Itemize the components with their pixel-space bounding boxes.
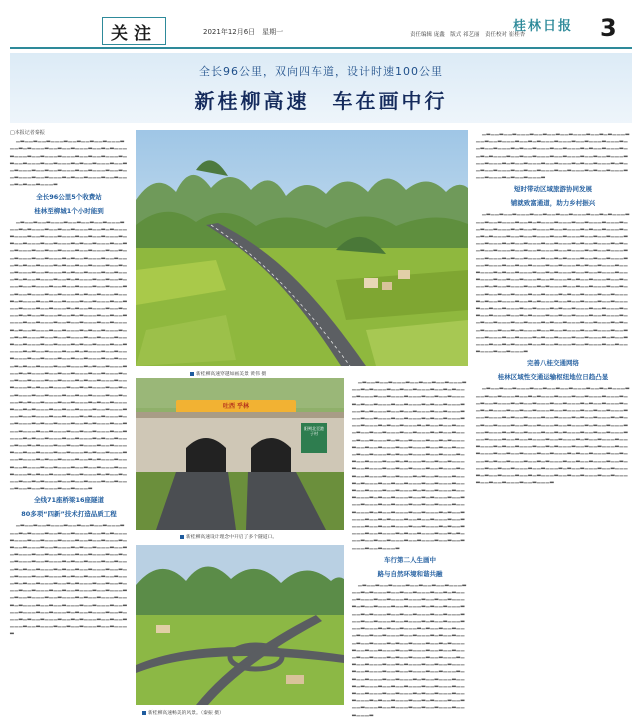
right-section-heading-2: 完善八桂交通网络	[527, 359, 579, 368]
body-text-block: ▁▂▁▁▂▁▁▂▁▁▁▂▁▁▂▁▁▂▁▁▂▁▁▁▂▁▁▂▁▂▁▁▁▂▁▁▂▁▁▂▁▁▁▂▁▁▂▁▂▁▁▁▂▁▁▁▂▁▁▂▁▁▁▂▁▁▁▂▁▁▂▁▁▂▁▁▁▂▁▂▁▁▂▁▁▁▂▁▁▂▁▁▁▂▁▂▁▁▂▁▁▁▂▁▁▂▁▂▁▁▁▂▁▁▂▁▁▂▁▁▁▂▁▁▂▁▁▁▂▁▁▂▁▁▂▁▁▁▂▁▁▂▁▁▁▂▁▂▁▁▂▁▁▁▂▁▁▂▁▁▁▂▁▂▁▁▂▁▁▁▂▁▂▁▁▂▁▁▂▁▁▁▂▁▁▂▁▁▂▁▁▁▂▁▁▂▁▁▁▂▁▂▁▁▂▁▁▁▂▁▁▂▁▁▁▂▁▂▁▁▂▁▁▁▂▁▁▂▁▂▁▁▁▂▁▁▂▁▁▂▁▁▁▂▁▁▂▁▁▁▂▁▁▂▁▁▂▁▁▁▂▁▁▂▁▁▁▂▁▂▁▁▂▁▁▁▂▁▁▂▁▁▁▂▁▂▁▁▂▁▁▁▂▁▁▂▁▂▁▁▁▂▁▁▂▁▁▂▁▁▁▂▁▁▂▁▁▁▂▁▁▂▁▁▂▁▁▁▂▁▁▂▁▁▁▂▁▂▁▁▂▁▁▁▂▁▁▂▁▁▁▂▁▂▁▁▂▁▁▁▂▁▁▂▁▂▁▁▁▂▁▁▂▁▁▂▁▁▁▂▁▁▂▁▁▁▂▁▁▂▁▁▂▁▁▁▂▁▁▂▁▁▁▂	[10, 521, 128, 636]
highway-landscape-photo	[136, 130, 468, 366]
body-text-block: ▁▂▁▁▂▁▁▂▁▁▁▂▁▁▂▁▁▂▁▁▂▁▁▁▂▁▁▂▁▂▁▁▁▂▁▁▂▁▁▂▁▁▁▂▁▁▂▁▂▁▁▁▂▁▁▁▂▁▁▂▁▁▁▂▁▁▁▂▁▁▂▁▁▂▁▁▁▂▁▂▁▁▂▁▁▁▂▁▁▂▁▁▁▂▁▂▁▁▂▁▁▁▂▁▁▂▁▂▁▁▁▂▁▁▂▁▁▂▁▁▁▂▁▁▂▁▁▁▂▁▁▂▁▁▂▁▁▁▂▁▁▂▁▁▁▂▁▂▁▁▂▁▁▁▂▁▁▂▁▁▁▂▁▂▁▁▂▁▁▁▂▁▂▁▁▂▁▁▂▁▁▁▂▁▁▂▁▁▂▁▁▁▂▁▁▂▁▁▁▂▁▂▁▁▂▁▁▁▂▁▁▂▁▁▁▂▁▂▁▁▂▁▁▁▂	[476, 130, 630, 180]
center-section-subheading: 路与自然环境和谐共融	[377, 569, 443, 578]
tunnel-photo	[136, 378, 344, 530]
masthead-divider	[10, 47, 632, 49]
section-heading-2: 全线71座桥梁16座隧道	[33, 496, 105, 505]
tunnel-banner-text: 吐西 乎林	[222, 403, 250, 410]
section-subheading-2: 80多项“四新”技术打造品质工程	[21, 510, 117, 519]
newspaper-logo: 桂林日报	[513, 19, 574, 34]
section-heading-1: 全长96公里5个收费站	[36, 192, 102, 201]
body-text-block: ▁▂▁▁▂▁▁▂▁▁▁▂▁▁▂▁▁▂▁▁▂▁▁▁▂▁▁▂▁▂▁▁▁▂▁▁▂▁▁▂▁▁▁▂▁▁▂▁▂▁▁▁▂▁▁▁▂▁▁▂▁▁▁▂▁▁▁▂▁▁▂▁▁▂▁▁▁▂▁▂▁▁▂▁▁▁▂▁▁▂▁▁▁▂▁▂▁▁▂▁▁▁▂▁▁▂▁▂▁▁▁▂▁▁▂▁▁▂▁▁▁▂▁▁▂▁▁▁▂▁▁▂▁▁▂▁▁▁▂▁▁▂▁▁▁▂▁▂▁▁▂▁▁▁▂▁▁▂▁▁▁▂▁▂▁▁▂▁▁▁▂▁▂▁▁▂▁▁▂▁▁▁▂▁▁▂▁▁▂▁▁▁▂▁▁▂▁▁▁▂▁▂▁▁▂▁▁▁▂▁▁▂▁▁▁▂▁▂▁▁▂▁▁▁▂▁▁▂▁▂▁▁▁▂▁▁▂▁▁▂▁▁▁▂▁▁▂▁▁▁▂▁▁▂▁▁▂▁▁▁▂▁▁▂▁▁▁▂▁▂▁▁▂▁▁▁▂▁▁▂▁▁▁▂▁▂▁▁▂▁▁▁▂▁▁▂▁▂▁▁▁▂▁▁▂▁▁▂▁▁▁▂▁▁▂▁▁▁▂▁▁▂▁▁▂▁▁▁▂▁▁▂▁▁▁▂▁▂▁▁▂▁▁▁▂▁▁▂▁▁▁▂▁▂▁▁▂▁▁▁▂▁▁▂▁▂▁▁▁▂▁▁▂▁▁▂▁▁▁▂▁▁▂▁▁▁▂▁▁▂▁▁▂▁▁▁▂▁▁▂▁▁▁▂▁▂▁▁▂▁▁▁▂▁▁▂▁▁▁▂▁▂▁▁▂▁▁▁▂▁▁▂▁▂▁▁▁▂▁▁▂▁▁▂▁▁▁▂▁▁▂▁▁▁▂▁▁▂▁▁▂▁▁▁▂▁▁▂▁▁▁▂▁▂▁▁▂▁▁▁▂▁▁▂▁▁▁▂▁▂▁▁▂▁▁▁▂▁▁▂▁▂▁▁▁▂▁▁▂▁▁▂▁▁▁▂▁▁▂▁▁▁▂▁▁▂▁▁▂▁▁▁▂▁▁▂▁▁▁▂▁▂▁▁▂▁▁▁▂▁▁▂▁▁▁▂▁▂▁▁▂▁▁▁▂▁▁▂▁▂▁▁▁▂▁▁▂▁▁▂▁▁▁▂▁▁▂▁▁▁▂▁▁▂▁▁▂▁▁▁▂▁▁▂▁▁▁▂	[352, 378, 467, 550]
issue-date: 2021年12月6日 星期一	[203, 28, 284, 36]
right-section-subheading-2: 桂林区域性交通运输枢纽地位日趋凸显	[497, 373, 609, 382]
body-text-block: ▁▂▁▁▂▁▁▂▁▁▁▂▁▁▂▁▁▂▁▁▂▁▁▁▂▁▁▂▁▂▁▁▁▂▁▁▂▁▁▂▁▁▁▂▁▁▂▁▂▁▁▁▂▁▁▁▂▁▁▂▁▁▁▂▁▁▁▂▁▁▂▁▁▂▁▁▁▂▁▂▁▁▂▁▁▁▂▁▁▂▁▁▁▂▁▂▁▁▂▁▁▁▂▁▁▂▁▂▁▁▁▂▁▁▂▁▁▂▁▁▁▂▁▁▂▁▁▁▂▁▁▂▁▁▂▁▁▁▂▁▁▂▁▁▁▂▁▂▁▁▂▁▁▁▂▁▁▂▁▁▁▂▁▂▁▁▂▁▁▁▂▁▂▁▁▂▁▁▂▁▁▁▂▁▁▂▁▁▂▁▁▁▂▁▁▂▁▁▁▂▁▂▁▁▂▁▁▁▂▁▁▂▁▁▁▂▁▂▁▁▂▁▁▁▂▁▁▂▁▂▁▁▁▂▁▁▂▁▁▂▁▁▁▂▁▁▂▁▁▁▂▁▁▂▁▁▂▁▁▁▂▁▁▂▁▁▁▂▁▂▁▁▂▁▁▁▂▁▁▂▁▁▁▂▁▂▁▁▂▁▁▁▂▁▁▂▁▂▁▁▁▂▁▁▂▁▁▂▁▁▁▂▁▁▂▁▁▁▂▁▁▂▁▁▂▁▁▁▂▁▁▂▁▁▁▂▁▂▁▁▂▁▁▁▂▁▁▂▁▁▁▂▁▂▁▁▂▁▁▁▂▁▁▂▁▂▁▁▁▂▁▁▂▁▁▂▁▁▁▂▁▁▂▁▁▁▂▁▁▂▁▁▂▁▁▁▂▁▁▂▁▁▁▂▁▂▁▁▂▁▁▁▂▁▁▂▁▁▁▂▁▂▁▁▂▁▁▁▂▁▁▂▁▂▁▁▁▂▁▁▂▁▁▂▁▁▁▂▁▁▂▁▁▁▂▁▁▂▁▁▂▁▁▁▂▁▁▂▁▁▁▂▁▂▁▁▂▁▁▁▂▁▁▂▁▁▁▂▁▂▁▁▂▁▁▁▂▁▁▂▁▂▁▁▁▂▁▁▂▁▁▂▁▁▁▂▁▁▂▁▁▁▂▁▁▂▁▁▂▁▁▁▂▁▁▂▁▁▁▂▁▂▁▁▂▁▁▁▂▁▁▂▁▁▁▂▁▂▁▁▂▁▁▁▂▁▁▂▁▂▁▁▁▂▁▁▂▁▁▂▁▁▁▂▁▁▂▁▁▁▂▁▁▂▁▁▂▁▁▁▂▁▁▂▁▁▁▂▁▂▁▁▂▁▁▁▂▁▁▂▁▁▁▂▁▂▁▁▂▁▁▁▂▁▁▂▁▂▁▁▁▂▁▁▂▁▁▂▁▁▁▂▁▁▂▁▁▁▂▁▁▂▁▁▂▁▁▁▂▁▁▂▁▁▁▂▁▂▁▁▂▁▁▁▂▁▁▂▁▁▁▂▁▂▁▁▂▁▁▁▂▁▁▂▁▂▁▁▁▂▁▁▂▁▁▂▁▁▁▂▁▁▂▁▁▁▂▁▁▂▁▁▂▁▁▁▂▁▁▂▁▁▁▂▁▂▁▁▂▁▁▁▂▁▁▂▁▁▁▂▁▂▁▁▂▁▁▁▂▁▁▂▁▂▁▁▁▂▁▁▂▁▁▂▁▁▁▂▁▁▂▁▁▁▂▁▁▂▁▁▂▁▁▁▂▁▁▂▁▁▁▂▁▂▁▁▂▁▁▁▂▁▁▂▁▁▁▂▁▂▁▁▂▁▁▁▂▁▁▂▁▂▁▁▁▂▁▁▂▁▁▂▁▁▁▂▁▁▂▁▁▁▂▁▁▂▁▁▂▁▁▁▂▁▁▂▁▁▁▂▁▂▁▁▂▁▁▁▂▁▁▂▁▁▁▂▁▂▁▁▂▁▁▁▂▁▁▂▁▂▁▁▁▂▁▁▂▁▁▂▁▁▁▂▁▁▂▁▁▁▂▁▁▂▁▁▂▁▁▁▂▁▁▂▁▁▁▂▁▂▁▁▂▁▁▁▂▁▁▂▁▁▁▂▁▂▁▁▂▁▁▁▂▁▁▂▁▂▁▁▁▂▁▁▂▁▁▂▁▁▁▂▁▁▂▁▁▁▂▁▁▂▁▁▂▁▁▁▂▁▁▂▁▁▁▂	[10, 217, 128, 491]
top-photo-caption-text: 新桂柳高速穿越如画美景 黄伟 摄	[196, 372, 267, 377]
body-text-block: ▁▂▁▁▂▁▁▂▁▁▁▂▁▁▂▁▁▂▁▁▂▁▁▁▂▁▁▂▁▂▁▁▁▂▁▁▂▁▁▂▁▁▁▂▁▁▂▁▂▁▁▁▂▁▁▁▂▁▁▂▁▁▁▂▁▁▁▂▁▁▂▁▁▂▁▁▁▂▁▂▁▁▂▁▁▁▂▁▁▂▁▁▁▂▁▂▁▁▂▁▁▁▂▁▁▂▁▂▁▁▁▂▁▁▂▁▁▂▁▁▁▂▁▁▂▁▁▁▂▁▁▂▁▁▂▁▁▁▂▁▁▂▁▁▁▂▁▂▁▁▂▁▁▁▂▁▁▂▁▁▁▂▁▂▁▁▂▁▁▁▂▁▂▁▁▂▁▁▂▁▁▁▂▁▁▂▁▁▂▁▁▁▂▁▁▂▁▁▁▂▁▂▁▁▂▁▁▁▂▁▁▂▁▁▁▂▁▂▁▁▂▁▁▁▂▁▁▂▁▂▁▁▁▂▁▁▂▁▁▂▁▁▁▂▁▁▂▁▁▁▂▁▁▂▁▁▂▁▁▁▂▁▁▂▁▁▁▂▁▂▁▁▂▁▁▁▂▁▁▂▁▁▁▂▁▂▁▁▂▁▁▁▂▁▁▂▁▂▁▁▁▂▁▁▂▁▁▂▁▁▁▂▁▁▂▁▁▁▂▁▁▂▁▁▂▁▁▁▂▁▁▂▁▁▁▂▁▂▁▁▂▁▁▁▂▁▁▂▁▁▁▂▁▂▁▁▂▁▁▁▂▁▁▂▁▂▁▁▁▂▁▁▂▁▁▂▁▁▁▂▁▁▂▁▁▁▂▁▁▂▁▁▂▁▁▁▂▁▁▂▁▁▁▂▁▂▁▁▂▁▁▁▂▁▁▂▁▁▁▂▁▂▁▁▂▁▁▁▂▁▁▂▁▂▁▁▁▂▁▁▂▁▁▂▁▁▁▂▁▁▂▁▁▁▂▁▁▂▁▁▂▁▁▁▂▁▁▂▁▁▁▂	[476, 384, 630, 485]
body-text-block: ▁▂▁▁▂▁▁▂▁▁▁▂▁▁▂▁▁▂▁▁▂▁▁▁▂▁▁▂▁▂▁▁▁▂▁▁▂▁▁▂▁▁▁▂▁▁▂▁▂▁▁▁▂▁▁▁▂▁▁▂▁▁▁▂▁▁▁▂▁▁▂▁▁▂▁▁▁▂▁▂▁▁▂▁▁▁▂▁▁▂▁▁▁▂▁▂▁▁▂▁▁▁▂▁▁▂▁▂▁▁▁▂▁▁▂▁▁▂▁▁▁▂▁▁▂▁▁▁▂▁▁▂▁▁▂▁▁▁▂▁▁▂▁▁▁▂▁▂▁▁▂▁▁▁▂▁▁▂▁▁▁▂▁▂▁▁▂▁▁▁▂▁▂▁▁▂▁▁▂▁▁▁▂▁▁▂▁▁▂▁▁▁▂▁▁▂▁▁▁▂▁▂▁▁▂▁▁▁▂▁▁▂▁▁▁▂▁▂▁▁▂▁▁▁▂▁▁▂▁▂▁▁▁▂▁▁▂▁▁▂▁▁▁▂▁▁▂▁▁▁▂▁▁▂▁▁▂▁▁▁▂▁▁▂▁▁▁▂▁▂▁▁▂▁▁▁▂▁▁▂▁▁▁▂▁▂▁▁▂▁▁▁▂▁▁▂▁▂▁▁▁▂▁▁▂▁▁▂▁▁▁▂▁▁▂▁▁▁▂▁▁▂▁▁▂▁▁▁▂▁▁▂▁▁▁▂▁▂▁▁▂▁▁▁▂▁▁▂▁▁▁▂▁▂▁▁▂▁▁▁▂▁▁▂▁▂▁▁▁▂▁▁▂▁▁▂▁▁▁▂▁▁▂▁▁▁▂▁▁▂▁▁▂▁▁▁▂▁▁▂▁▁▁▂▁▂▁▁▂▁▁▁▂▁▁▂▁▁▁▂▁▂▁▁▂▁▁▁▂▁▁▂▁▂▁▁▁▂▁▁▂▁▁▂▁▁▁▂▁▁▂▁▁▁▂▁▁▂▁▁▂▁▁▁▂▁▁▂▁▁▁▂▁▂▁▁▂▁▁▁▂▁▁▂▁▁▁▂▁▂▁▁▂▁▁▁▂▁▁▂▁▂▁▁▁▂▁▁▂▁▁▂▁▁▁▂▁▁▂▁▁▁▂▁▁▂▁▁▂▁▁▁▂▁▁▂▁▁▁▂▁▂▁▁▂▁▁▁▂▁▁▂▁▁▁▂▁▂▁▁▂▁▁▁▂▁▁▂▁▂▁▁▁▂▁▁▂▁▁▂▁▁▁▂▁▁▂▁▁▁▂▁▁▂▁▁▂▁▁▁▂▁▁▂▁▁▁▂▁▂▁▁▂▁▁▁▂▁▁▂▁▁▁▂▁▂▁▁▂▁▁▁▂▁▁▂▁▂▁▁▁▂▁▁▂▁▁▂▁▁▁▂▁▁▂▁▁▁▂▁▁▂▁▁▂▁▁▁▂▁▁▂▁▁▁▂	[476, 210, 630, 354]
body-text-block: ▁▂▁▁▂▁▁▂▁▁▁▂▁▁▂▁▁▂▁▁▂▁▁▁▂▁▁▂▁▂▁▁▁▂▁▁▂▁▁▂▁▁▁▂▁▁▂▁▂▁▁▁▂▁▁▁▂▁▁▂▁▁▁▂▁▁▁▂▁▁▂▁▁▂▁▁▁▂▁▂▁▁▂▁▁▁▂▁▁▂▁▁▁▂▁▂▁▁▂▁▁▁▂▁▁▂▁▂▁▁▁▂▁▁▂▁▁▂▁▁▁▂▁▁▂▁▁▁▂▁▁▂▁▁▂▁▁▁▂▁▁▂▁▁▁▂▁▂▁▁▂▁▁▁▂▁▁▂▁▁▁▂▁▂▁▁▂▁▁▁▂	[10, 137, 128, 187]
right-section-subheading-1: 铺就致富通道，助力乡村振兴	[510, 199, 596, 208]
masthead	[0, 0, 640, 50]
bottom-photo-caption-text: 新桂柳高速畅美的风景。（秦振 摄）	[148, 711, 224, 716]
body-text-block: ▁▂▁▁▂▁▁▂▁▁▁▂▁▁▂▁▁▂▁▁▂▁▁▁▂▁▁▂▁▂▁▁▁▂▁▁▂▁▁▂▁▁▁▂▁▁▂▁▂▁▁▁▂▁▁▁▂▁▁▂▁▁▁▂▁▁▁▂▁▁▂▁▁▂▁▁▁▂▁▂▁▁▂▁▁▁▂▁▁▂▁▁▁▂▁▂▁▁▂▁▁▁▂▁▁▂▁▂▁▁▁▂▁▁▂▁▁▂▁▁▁▂▁▁▂▁▁▁▂▁▁▂▁▁▂▁▁▁▂▁▁▂▁▁▁▂▁▂▁▁▂▁▁▁▂▁▁▂▁▁▁▂▁▂▁▁▂▁▁▁▂▁▂▁▁▂▁▁▂▁▁▁▂▁▁▂▁▁▂▁▁▁▂▁▁▂▁▁▁▂▁▂▁▁▂▁▁▁▂▁▁▂▁▁▁▂▁▂▁▁▂▁▁▁▂▁▁▂▁▂▁▁▁▂▁▁▂▁▁▂▁▁▁▂▁▁▂▁▁▁▂▁▁▂▁▁▂▁▁▁▂▁▁▂▁▁▁▂▁▂▁▁▂▁▁▁▂▁▁▂▁▁▁▂▁▂▁▁▂▁▁▁▂▁▁▂▁▂▁▁▁▂▁▁▂▁▁▂▁▁▁▂▁▁▂▁▁▁▂▁▁▂▁▁▂▁▁▁▂▁▁▂▁▁▁▂▁▂▁▁▂▁▁▁▂▁▁▂▁▁▁▂▁▂▁▁▂▁▁▁▂▁▁▂▁▂▁▁▁▂▁▁▂▁▁▂▁▁▁▂▁▁▂▁▁▁▂▁▁▂▁▁▂▁▁▁▂▁▁▂▁▁▁▂▁▂▁▁▂▁▁▁▂▁▁▂▁▁▁▂▁▂▁▁▂▁▁▁▂▁▁▂▁▂▁▁▁▂▁▁▂▁▁▂▁▁▁▂▁▁▂▁▁▁▂▁▁▂▁▁▂▁▁▁▂▁▁▂▁▁▁▂	[352, 580, 467, 717]
bottom-photo-caption	[142, 709, 224, 716]
tunnel-photo-caption	[180, 533, 277, 540]
left-text-column	[10, 130, 128, 722]
highway-landscape-illustration	[136, 130, 468, 366]
byline: □本报记者秦振	[10, 130, 45, 136]
tunnel-banner-sign	[180, 401, 292, 410]
headline-subtitle: 全长96公里，双向四车道，设计时速100公里	[199, 65, 443, 78]
interchange-illustration	[136, 545, 344, 705]
page-number: 3	[600, 14, 617, 42]
section-label: 关注	[102, 17, 166, 45]
right-section-heading-1: 短时带动区域旅游协同发展	[514, 185, 592, 194]
headline-title: 新桂柳高速 车在画中行	[194, 89, 448, 113]
center-text-column	[352, 378, 468, 717]
tunnel-photo-caption-text: 新桂柳高速设计理念中开启了多个隧道口。	[186, 535, 278, 540]
headline-banner	[10, 53, 632, 123]
top-photo-caption	[190, 370, 266, 377]
section-subheading-1: 桂林至柳城1个小时能到	[34, 206, 104, 215]
tunnel-direction-sign	[303, 426, 325, 436]
tunnel-direction-text: 阳朔北至港子村	[304, 426, 324, 436]
center-section-heading: 车行第二人生画中	[384, 555, 436, 564]
right-text-column	[476, 130, 630, 722]
interchange-photo	[136, 545, 344, 705]
editor-credits: 责任编辑 庞鑫 版式 祁艺丽 责任校对 崔桂杏	[410, 32, 526, 38]
